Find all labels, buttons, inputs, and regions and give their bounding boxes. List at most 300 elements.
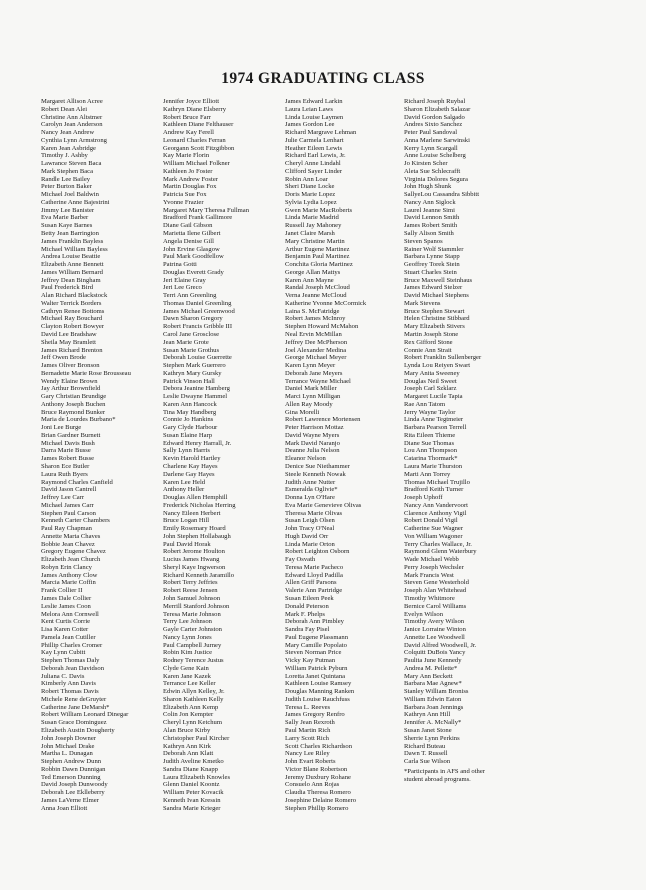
graduate-name: Rae Ann Tatom <box>404 400 446 408</box>
graduate-name: Stephen Phillip Romero <box>285 804 349 812</box>
graduate-name: Cathryn Renee Bottoms <box>41 307 105 315</box>
graduate-name: Robert Lawrence Mortensen <box>285 416 361 424</box>
graduate-name: Gwen Marie MacRoberts <box>285 206 353 214</box>
graduate-name: Hugh David Orr <box>285 532 329 540</box>
graduate-name: Robert Francis Gribble III <box>163 323 233 331</box>
graduate-name: Robert Jerome Houlton <box>163 548 225 556</box>
graduate-name: Bradford Frank Gallimore <box>163 214 233 222</box>
graduate-name: Anthony Joseph Buchen <box>41 400 106 408</box>
graduate-name: Rita Eileen Thieme <box>404 431 456 439</box>
names-column-3 <box>285 98 366 812</box>
graduate-name: Lawrance Steven Baca <box>41 160 102 168</box>
graduate-name: James Richard Brenton <box>41 346 103 354</box>
graduate-name: Timothy Avery Wilson <box>404 618 465 626</box>
graduate-name: Cynthia Lynn Armstrong <box>41 136 107 144</box>
graduate-name: James Robert Smith <box>404 222 458 230</box>
graduate-name: Anne Louise Schelberg <box>404 152 466 160</box>
graduate-name: Betty Jean Barrington <box>41 230 99 238</box>
graduate-name: Carla Sue Wilson <box>404 758 451 766</box>
graduate-name: Michele Rene deGruyter <box>41 695 107 703</box>
graduate-name: Susan Grace Dominguez <box>41 719 107 727</box>
graduate-name: Karen Ann Hancock <box>163 400 217 408</box>
graduate-name: Paul Frederick Bird <box>41 284 94 292</box>
graduate-name: Darlene Gay Hayes <box>163 470 215 478</box>
graduate-name: Thomas Michael Trujillo <box>404 478 470 486</box>
graduate-name: Douglas Allen Hemphill <box>163 494 228 502</box>
graduate-name: James Franklin Bayless <box>41 237 104 245</box>
graduate-name: Patrick Vinson Hall <box>163 377 215 385</box>
graduate-name: Laura Ruth Byers <box>41 470 88 478</box>
graduate-name: Bruce Maxwell Steinhaus <box>404 276 473 284</box>
graduate-name: Douglas Manning Ranken <box>285 688 355 696</box>
graduate-name: Rodney Terence Justus <box>163 657 224 665</box>
graduate-name: Anna Marlene Sarwinski <box>404 136 470 144</box>
graduate-name: Kathryn Diane Elsberry <box>163 105 226 113</box>
graduate-name: Jimmy Lee Banister <box>41 206 95 214</box>
graduate-name: Laurel Jeanne Simi <box>404 206 455 214</box>
graduate-name: Walter Terrick Borders <box>41 299 102 307</box>
graduate-name: Nancy Ann Vandervoort <box>404 501 468 509</box>
graduate-name: Charlene Kay Hayes <box>163 462 218 470</box>
graduate-name: Nancy Jean Andrew <box>41 129 95 137</box>
graduate-name: Linda Marie Madrid <box>285 214 339 222</box>
graduate-name: Stephen Howard McMahon <box>285 323 359 331</box>
graduate-name: Sylvia Lydia Lopez <box>285 198 337 206</box>
graduate-name: Linda Marie Orton <box>285 540 335 548</box>
graduate-name: Mark Stephen Baca <box>41 167 93 175</box>
graduate-name: Joni Lee Burge <box>41 424 82 432</box>
graduate-name: Robert Reese Jensen <box>163 587 218 595</box>
footnote-line: student abroad programs. <box>404 776 471 783</box>
graduate-name: Deborah Ann Klatt <box>163 750 214 758</box>
graduate-name: Yvonne Frazier <box>163 198 204 206</box>
graduate-name: Marci Lynn Milligan <box>285 393 341 401</box>
graduate-name: Frank Collier II <box>41 587 83 595</box>
graduate-name: Colin Jon Kempter <box>163 711 214 719</box>
graduate-name: Dawn Sharon Gregory <box>163 315 223 323</box>
graduate-name: Stephen Mark Guerrero <box>163 362 226 370</box>
graduate-name: Kathleen Jo Foster <box>163 167 213 175</box>
graduate-name: Richard Earl Lewis, Jr. <box>285 152 346 160</box>
graduate-name: Kathleen Diane Felthauser <box>163 121 234 129</box>
graduate-name: Richard Margrave Lehman <box>285 129 357 137</box>
graduate-name: Stephen Thomas Daly <box>41 657 100 665</box>
graduate-name: Esmeralda Oglivie* <box>285 486 338 494</box>
graduate-name: Lynda Lou Reiyen Swart <box>404 362 471 370</box>
graduate-name: Helen Christine Stibbard <box>404 315 470 323</box>
graduate-name: Karen Lynn Meyer <box>285 362 336 370</box>
graduate-name: Rex Gifford Stone <box>404 338 453 346</box>
graduate-name: Michael Ray Bouchard <box>41 315 103 323</box>
graduate-name: Kevin Harold Hartley <box>163 455 221 463</box>
graduate-name: Heather Eileen Lewis <box>285 144 343 152</box>
graduate-name: Deborah Ann Pimbley <box>285 618 344 626</box>
graduate-name: Leslie Dwayne Hammel <box>163 393 228 401</box>
graduate-name: Steven Spanos <box>404 237 443 245</box>
graduate-name: Cheryl Lynn Ketchum <box>163 719 222 727</box>
graduate-name: Sharon Kathleen Kelly <box>163 695 224 703</box>
graduate-name: Peter Paul Sandoval <box>404 129 458 137</box>
graduate-name: Wendy Elaine Brown <box>41 377 98 385</box>
graduate-name: Marcia Marie Coffin <box>41 579 96 587</box>
graduate-name: Paul Eugene Plassmann <box>285 633 348 641</box>
graduate-name: Martha L. Dunagan <box>41 750 93 758</box>
graduate-name: Glenn Daniel Koontz <box>163 781 220 789</box>
graduate-name: Theresa Marie Olivas <box>285 509 343 517</box>
graduate-name: Bruce Stephen Stewart <box>404 307 465 315</box>
graduate-name: Barbara Mae Agnew* <box>404 680 462 688</box>
graduate-name: Judith Louise Rauchfuss <box>285 695 350 703</box>
graduate-name: Richard Joseph Ruybal <box>404 98 466 105</box>
graduate-name: Jeff Owen Brode <box>41 354 86 362</box>
graduate-name: Laura Elizabeth Knowles <box>163 773 231 781</box>
graduate-name: Tina May Handberg <box>163 408 217 416</box>
graduate-name: Carol Jane Grosclose <box>163 330 220 338</box>
graduate-name: Colquitt DuBois Yancy <box>404 649 466 657</box>
graduate-name: Clayton Robert Bowyer <box>41 323 104 331</box>
graduate-name: Joseph Alan Whitehead <box>404 587 467 595</box>
graduate-name: John Stephen Hollabaugh <box>163 532 231 540</box>
graduate-name: Patricia Sue Fox <box>163 191 207 199</box>
graduate-name: James Michael Greenwood <box>163 307 235 315</box>
graduate-name: Susan Leigh Olsen <box>285 517 335 525</box>
graduate-name: Judith Aveline Kmetko <box>163 758 224 766</box>
graduate-name: Sharon Ece Butler <box>41 462 90 470</box>
graduate-name: Mary Camille Popolato <box>285 641 347 649</box>
graduate-name: Nancy Lynn Jones <box>163 633 212 641</box>
graduate-name: John Michael Drake <box>41 742 95 750</box>
graduate-name: Elizabeth Jean Church <box>41 556 101 564</box>
graduate-name: Robbin Dawn Dunnigan <box>41 765 106 773</box>
graduate-name: Jean Marie Grote <box>163 338 209 346</box>
graduate-name: David Lennon Smith <box>404 214 460 222</box>
graduate-name: Maria de Lourdes Burbano* <box>41 416 116 424</box>
graduate-name: Mark Andrew Foster <box>163 175 218 183</box>
graduate-name: James Gordon Lee <box>285 121 335 129</box>
graduate-name: Daniel Mark Miller <box>285 385 337 393</box>
graduate-name: Annette Marta Chaves <box>41 532 101 540</box>
graduate-name: Bruce Logan Hill <box>163 517 210 525</box>
graduate-name: Karen Lee Held <box>163 478 206 486</box>
graduate-name: Sharon Elizabeth Salazar <box>404 105 471 113</box>
graduate-name: Consuelo Ann Rojas <box>285 781 340 789</box>
graduate-name: SallyeLou Cassandra Sibbitt <box>404 191 480 199</box>
graduate-name: Aleta Sue Schlecrafft <box>404 167 461 175</box>
graduate-name: Lisa Karen Cotter <box>41 626 89 634</box>
graduate-name: Timothy Whitmore <box>404 595 455 602</box>
names-column-1 <box>41 98 131 812</box>
graduate-name: Jay Arthur Brownfield <box>41 385 101 393</box>
graduate-name: Donald Peterson <box>285 602 329 610</box>
graduate-name: Georgann Scott Fitzgibbon <box>163 144 235 152</box>
graduate-name: Robyn Erin Clancy <box>41 563 92 571</box>
graduate-name: Bernadette Marie Rose Brousseau <box>41 369 131 377</box>
graduate-name: Kay Lynn Cubitt <box>41 649 86 657</box>
graduate-name: Christine Ann Altstmer <box>41 113 103 121</box>
graduate-name: Andrea Louise Beattie <box>41 253 101 261</box>
graduate-name: Leslie James Coon <box>41 602 91 610</box>
graduate-name: William Peter Kovacik <box>163 789 224 797</box>
graduate-name: Linda Anne Tegtmeier <box>404 416 464 424</box>
graduate-name: Eva Marie Genevieve Olivas <box>285 501 362 509</box>
graduate-name: Robert Bruce Farr <box>163 113 211 121</box>
graduate-name: Anna Joan Elliott <box>41 804 88 812</box>
graduate-name: Mark F. Phelps <box>285 610 325 618</box>
graduate-name: Robert Terry Jeffries <box>163 579 218 587</box>
graduate-name: Clifford Sayer Linder <box>285 167 343 175</box>
graduate-name: Bobbie Jean Chavez <box>41 540 95 548</box>
graduate-name: Patrina Gotti <box>163 261 197 269</box>
graduate-name: Diane Sue Thomas <box>404 439 455 447</box>
graduate-name: Michael William Bayless <box>41 245 108 253</box>
graduate-name: Kerry Lynn Scargall <box>404 144 458 152</box>
graduate-name: Gary Christian Brundige <box>41 393 107 401</box>
graduate-name: Juliana C. Davis <box>41 672 85 680</box>
graduate-name: William Edwin Eaton <box>404 695 462 703</box>
graduate-name: Nancy Eileen Herbert <box>163 509 221 517</box>
graduate-name: Margaret Mary Theresa Fullman <box>163 206 249 214</box>
graduate-name: John Samuel Johnson <box>163 595 221 602</box>
graduate-name: William Michael Folkner <box>163 160 230 168</box>
graduate-name: Teresa Marie Johnson <box>163 610 221 618</box>
graduate-name: Edwin Allyn Kelley, Jr. <box>163 688 225 696</box>
graduate-name: David Joseph Dunwoody <box>41 781 108 789</box>
graduate-name: Susan Marie Grothus <box>163 346 220 354</box>
graduate-name: Laura Leian Laws <box>285 105 333 113</box>
graduate-name: Terry Lee Johnson <box>163 618 212 626</box>
graduate-name: Rainer Wolf Stammler <box>404 245 464 253</box>
page-title: 1974 GRADUATING CLASS <box>221 70 425 87</box>
graduate-name: Verna Jeanne McCloud <box>285 292 347 300</box>
graduate-name: Stanley William Broniss <box>404 688 469 696</box>
graduate-name: Clyde Gene Kain <box>163 664 209 672</box>
graduate-name: Sheri Diane Locke <box>285 183 335 191</box>
graduate-name: Martin Douglas Fox <box>163 183 217 191</box>
graduate-name: Neal Ervin McMillan <box>285 330 342 338</box>
graduate-name: Douglas Neil Sweet <box>404 377 457 385</box>
graduate-name: Sally Lynn Harris <box>163 447 210 455</box>
graduate-name: Larry Scott Rich <box>285 734 329 742</box>
graduate-name: Terrance Lee Keller <box>163 680 216 688</box>
graduate-name: George Michael Meyer <box>285 354 347 362</box>
graduate-name: Debora Jeanine Hamberg <box>163 385 230 393</box>
graduate-name: Carolyn Jean Anderson <box>41 121 103 129</box>
graduate-name: John Joseph Downer <box>41 734 96 742</box>
graduate-name: Kenneth Ivan Kressin <box>163 796 221 804</box>
graduate-name: Robert Thomas Davis <box>41 688 99 696</box>
graduate-name: Jennifer A. McNally* <box>404 719 462 727</box>
graduate-name: Jo Kirsten Scher <box>404 160 448 168</box>
graduate-name: Sandra Diane Knapp <box>163 765 218 773</box>
graduate-name: Susan Elaine Harp <box>163 431 213 439</box>
graduate-name: Connie Jo Hankins <box>163 416 214 424</box>
graduate-name: Claudia Theresa Romero <box>285 789 351 797</box>
graduate-name: Timothy J. Ashby <box>41 152 88 160</box>
graduate-name: Mark Stevens <box>404 299 441 307</box>
graduate-name: Eleanor Nelson <box>285 455 326 463</box>
graduate-name: Robert William Leonard Dinegar <box>41 711 129 719</box>
graduate-name: Allen Ray Moody <box>285 400 333 408</box>
graduate-name: Julie Carmela Lenhart <box>285 136 344 144</box>
graduate-name: Susan Eileen Peek <box>285 595 334 602</box>
graduate-name: Catherine Sue Wagner <box>404 525 464 533</box>
graduate-name: Robert James McInroy <box>285 315 346 323</box>
graduate-name: Teresa Marie Pacheco <box>285 563 344 571</box>
graduate-name: Donna Lyn O'Hare <box>285 494 335 502</box>
graduate-name: Marti Ann Torrey <box>404 470 451 478</box>
graduate-name: Deborah Louise Guerrette <box>163 354 232 362</box>
graduate-name: James Gregory Renfro <box>285 711 345 719</box>
graduate-name: Darra Marie Busse <box>41 447 91 455</box>
graduate-name: Raymond Glenn Waterbury <box>404 548 477 556</box>
graduate-name: Jeri Elaine Gray <box>163 276 206 284</box>
graduate-name: Gary Clyde Harbour <box>163 424 218 432</box>
graduate-name: Sally Jean Rexroth <box>285 719 335 727</box>
graduate-name: Karen Jean Asbridge <box>41 144 96 152</box>
graduate-name: Andres Sixto Sanchez <box>404 121 463 129</box>
graduate-name: Virginia Dolores Segura <box>404 175 468 183</box>
graduate-name: Eva Marie Barber <box>41 214 89 222</box>
graduate-name: Frederick Nicholas Herring <box>163 501 236 509</box>
graduate-name: Kathryn Ann Hill <box>404 711 451 719</box>
graduate-name: Leonard Charles Ferran <box>163 136 226 144</box>
graduate-name: Evelyn Wilson <box>404 610 443 618</box>
graduate-name: Deborah Lee Eklleberry <box>41 789 105 797</box>
graduate-name: Judith Anne Nutter <box>285 478 336 486</box>
graduate-name: Kathryn Mary Gursky <box>163 369 222 377</box>
graduate-name: Katherine Yvonne McCormick <box>285 299 367 307</box>
graduate-name: Loretta Janet Quintana <box>285 672 346 680</box>
graduate-name: Paul Ray Chapman <box>41 525 92 533</box>
graduate-name: Annette Lee Woodwell <box>404 633 465 641</box>
graduate-name: Edward Henry Harrall, Jr. <box>163 439 232 447</box>
graduate-name: Mark Francis West <box>404 571 454 579</box>
graduate-name: Deborah Jean Davidson <box>41 664 104 672</box>
graduate-name: Robert Donald Vigil <box>404 517 458 525</box>
graduate-name: John Hugh Shunk <box>404 183 452 191</box>
graduate-name: Elizabeth Ann Kemp <box>163 703 219 711</box>
graduate-name: Jennifer Joyce Elliott <box>163 98 220 105</box>
graduate-name: John Evart Roberts <box>285 758 336 766</box>
graduate-name: Scott Charles Richardson <box>285 742 353 750</box>
graduate-name: Clarence Anthony Vigil <box>404 509 467 517</box>
graduate-name: Alan Richard Blackstock <box>41 292 108 300</box>
graduate-name: Steven Norman Price <box>285 649 342 657</box>
graduate-name: Benjamin Paul Martinez <box>285 253 350 261</box>
graduate-name: Josephine Delaine Romero <box>285 796 357 804</box>
graduate-name: Joel Alexander Medina <box>285 346 347 354</box>
graduate-name: Russell Jay Mahoney <box>285 222 342 230</box>
graduate-name: Susan Janet Stone <box>404 727 452 735</box>
graduate-name: Mary Ann Beckett <box>404 672 453 680</box>
graduate-name: Valerie Ann Partridge <box>285 587 343 595</box>
graduate-name: Vicky Kay Putman <box>285 657 336 665</box>
graduate-name: Wade Michael Webb <box>404 556 459 564</box>
footnote-line: *Participants in AFS and other <box>404 768 485 775</box>
graduate-name: David Wayne Myers <box>285 431 340 439</box>
graduate-name: David Lee Bradshaw <box>41 330 97 338</box>
graduate-name: Catherine Jane DeMarsh* <box>41 703 110 711</box>
graduate-name: Margaret Allison Acree <box>41 98 103 105</box>
graduate-name: David Gordon Salgado <box>404 113 465 121</box>
graduate-name: Diane Gail Gibson <box>163 222 213 230</box>
graduate-name: Paul David Horak <box>163 540 211 548</box>
graduate-name: Victor Blane Robertson <box>285 765 348 773</box>
footnote <box>404 768 485 784</box>
graduate-name: Paul Martin Rich <box>285 727 331 735</box>
graduate-name: Robert Dean Alei <box>41 105 88 113</box>
graduate-name: James Edward Larkin <box>285 98 343 105</box>
graduate-name: Alan Bruce Kirby <box>163 727 211 735</box>
graduate-name: Steven Gene Westerhold <box>404 579 469 587</box>
graduate-name: Janet Claire Marsh <box>285 230 335 238</box>
graduate-name: Michael Joel Baldwin <box>41 191 99 199</box>
graduate-name: Andrea M. Pellette* <box>404 664 458 672</box>
graduate-name: James LaVerne Elmer <box>41 796 99 804</box>
graduate-name: Lucius James Hwang <box>163 556 220 564</box>
graduate-name: Peter Harrison Mottaz <box>285 424 344 432</box>
graduate-name: Mark David Naranjo <box>285 439 340 447</box>
graduate-name: Laina S. McFatridge <box>285 307 340 315</box>
graduate-name: Catarina Thormark* <box>404 455 458 463</box>
graduate-name: Melora Ann Cornwell <box>41 610 99 618</box>
graduate-name: David Michael Stephens <box>404 292 469 300</box>
graduate-name: Connie Ann Strait <box>404 346 452 354</box>
graduate-name: Jeffrey Dean Bingham <box>41 276 101 284</box>
graduate-name: Nancy Lee Riley <box>285 750 330 758</box>
names-column-2 <box>163 98 249 812</box>
graduate-name: Kimberly Ann Davis <box>41 680 96 688</box>
graduate-name: Arthur Eugene Martinez <box>285 245 350 253</box>
graduate-name: Robin Kim Justice <box>163 649 213 657</box>
graduate-name: Paul Campbell Jurney <box>163 641 222 649</box>
graduate-name: Bruce Raymond Bunker <box>41 408 106 416</box>
graduate-name: Fay Osvath <box>285 556 316 564</box>
graduate-name: Dawn T. Russell <box>404 750 448 758</box>
graduate-name: Andrew Kay Ferell <box>163 129 214 137</box>
graduate-name: Denice Sue Niethammer <box>285 462 350 470</box>
graduate-name: Nancy Ann Siglock <box>404 198 456 206</box>
graduate-name: Teresa L. Reeves <box>285 703 331 711</box>
graduate-name: Linda Louise Laymen <box>285 113 344 121</box>
graduate-name: James Dale Collier <box>41 595 92 602</box>
graduate-name: Deanne Julia Nelson <box>285 447 340 455</box>
graduate-name: Emily Rosemary Hoard <box>163 525 226 533</box>
graduate-name: Catherine Anne Bajestrini <box>41 198 110 206</box>
graduate-name: Elizabeth Anne Bennett <box>41 261 104 269</box>
graduate-name: Laura Marie Thurston <box>404 462 463 470</box>
graduate-name: Geoffrey Torek Stein <box>404 261 460 269</box>
graduate-name: Steele Kenneth Nowak <box>285 470 346 478</box>
graduate-name: James Robert Busse <box>41 455 95 463</box>
graduate-name: Robert Leighton Osborn <box>285 548 350 556</box>
graduate-name: Deborah Jane Meyers <box>285 369 343 377</box>
graduate-name: Richard Kenneth Jaramillo <box>163 571 235 579</box>
graduate-name: Robert Franklin Sullenberger <box>404 354 482 362</box>
names-column-4 <box>404 98 481 766</box>
graduate-name: Mary Anita Sweeney <box>404 369 460 377</box>
graduate-name: Phillip Charles Cromer <box>41 641 103 649</box>
graduate-name: Stuart Charles Stein <box>404 268 457 276</box>
graduate-name: Richard Buteau <box>404 742 446 750</box>
graduate-name: James Oliver Bronson <box>41 362 100 370</box>
graduate-name: Peter Burton Baker <box>41 183 92 191</box>
graduate-name: Stephen Paul Carson <box>41 509 96 517</box>
graduate-name: Terry Charles Wallace, Jr. <box>404 540 472 548</box>
graduate-name: Lou Ann Thompson <box>404 447 457 455</box>
graduate-name: Anthony Heller <box>163 486 205 494</box>
graduate-name: Sandra Marie Krieger <box>163 804 221 812</box>
